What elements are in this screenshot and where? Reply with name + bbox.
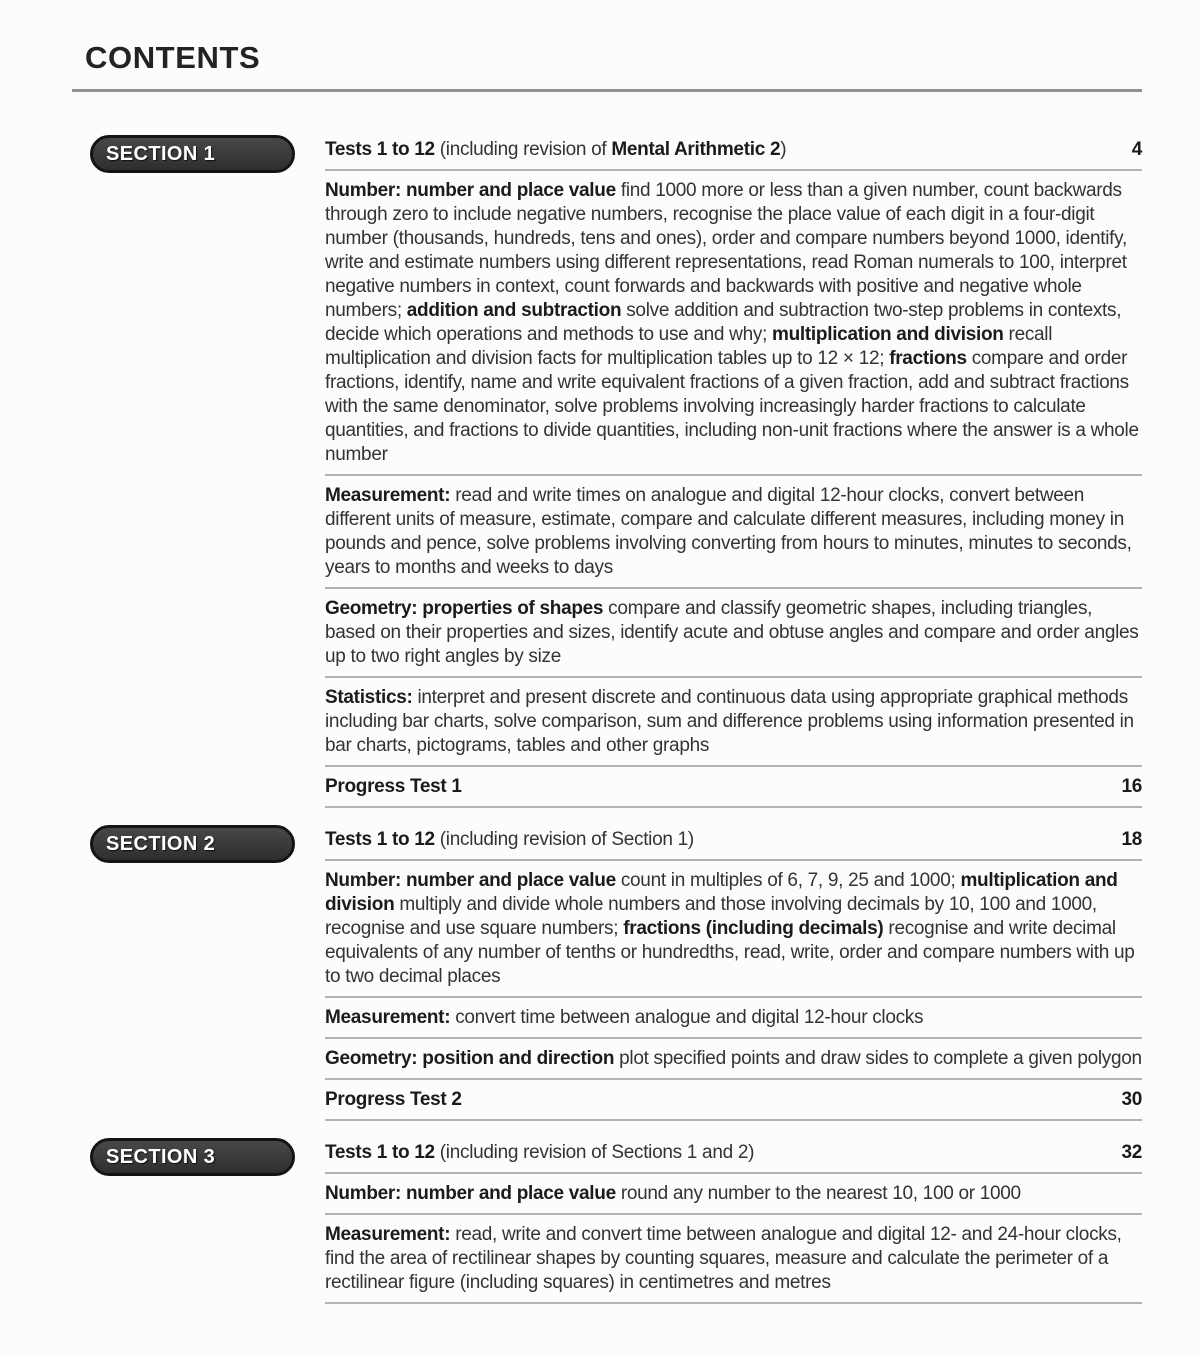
page-number: 30 bbox=[1121, 1089, 1142, 1110]
entry-text: Number: number and place value round any number to the nearest 10, 100 or 1000 bbox=[325, 1183, 1021, 1204]
section-entries bbox=[325, 138, 1142, 808]
toc-entry-heading bbox=[325, 138, 1142, 171]
section-entries bbox=[325, 1141, 1142, 1304]
toc-entry-paragraph bbox=[325, 171, 1142, 476]
toc-entry-paragraph bbox=[325, 861, 1142, 998]
entry-text: Measurement: read and write times on analogue and digital 12-hour clocks, convert between different units of measure, estimate, compare and calculate different measures, including money in pounds and pence, solve problems involving converting from hours to minutes, minutes to seconds, years to months and weeks to days bbox=[325, 485, 1132, 578]
toc-entry-heading bbox=[325, 1141, 1142, 1174]
entry-text: Number: number and place value find 1000 more or less than a given number, count backwards through zero to include negative numbers, recognise the place value of each digit in a four-digit number (thousands, hundreds, tens and ones), order and compare numbers beyond 1000, identify, write and estimate numbers using different representations, read Roman numerals to 100, interpret negative numbers in context, count forwards and backwards with positive and negative whole numbers; addition and subtraction solve addition and subtraction two-step problems in contexts, decide which operations and methods to use and why; multiplication and division recall multiplication and division facts for multiplication tables up to 12 × 12; fractions compare and order fractions, identify, name and write equivalent fractions of a given fraction, add and subtract fractions with the same denominator, solve problems involving increasingly harder fractions to calculate quantities, and fractions to divide quantities, including non-unit fractions where the answer is a whole number bbox=[325, 180, 1139, 465]
page-number: 4 bbox=[1131, 139, 1142, 160]
toc-section bbox=[72, 138, 1142, 808]
section-badge-column bbox=[72, 138, 325, 173]
toc-section bbox=[72, 1141, 1142, 1304]
entry-text: Progress Test 2 bbox=[325, 1089, 462, 1110]
entry-text: Measurement: convert time between analogue and digital 12-hour clocks bbox=[325, 1007, 924, 1028]
entry-text: Tests 1 to 12 (including revision of Sections 1 and 2) bbox=[325, 1142, 755, 1163]
section-entries bbox=[325, 828, 1142, 1121]
entry-text: Statistics: interpret and present discrete and continuous data using appropriate graphical methods including bar charts, solve comparison, sum and difference problems using information presented in bar charts, pictograms, tables and other graphs bbox=[325, 687, 1134, 756]
toc-section bbox=[72, 828, 1142, 1121]
toc-entry-paragraph bbox=[325, 476, 1142, 589]
section-badge-column bbox=[72, 828, 325, 863]
entry-text: Tests 1 to 12 (including revision of Section 1) bbox=[325, 829, 694, 850]
contents-page bbox=[72, 0, 1142, 1304]
entry-text: Geometry: properties of shapes compare and classify geometric shapes, including triangles, based on their properties and sizes, identify acute and obtuse angles and compare and order angles up to two right angles by size bbox=[325, 598, 1139, 667]
section-badge: SECTION 1 bbox=[90, 135, 295, 173]
entry-text: Measurement: read, write and convert time between analogue and digital 12- and 24-hour clocks, find the area of rectilinear shapes by counting squares, measure and calculate the perimeter of a rectilinear figure (including squares) in centimetres and metres bbox=[325, 1224, 1122, 1293]
toc-entry-heading bbox=[325, 1080, 1142, 1121]
toc-entry-paragraph bbox=[325, 1174, 1142, 1215]
toc-entry-paragraph bbox=[325, 1039, 1142, 1080]
section-badge-column bbox=[72, 1141, 325, 1176]
toc-entry-paragraph bbox=[325, 998, 1142, 1039]
toc-entry-paragraph bbox=[325, 1215, 1142, 1304]
toc-entry-heading bbox=[325, 828, 1142, 861]
page-number: 18 bbox=[1121, 829, 1142, 850]
toc-entry-paragraph bbox=[325, 589, 1142, 678]
page-title: CONTENTS bbox=[85, 40, 261, 75]
entry-text: Number: number and place value count in multiples of 6, 7, 9, 25 and 1000; multiplication and division multiply and divide whole numbers and those involving decimals by 10, 100 and 1000, recognise and use square numbers; fractions (including decimals) recognise and write decimal equivalents of any number of tenths or hundredths, read, write, order and compare numbers with up to two decimal places bbox=[325, 870, 1135, 987]
page-number: 16 bbox=[1121, 776, 1142, 797]
sections bbox=[72, 138, 1142, 1304]
page-number: 32 bbox=[1121, 1142, 1142, 1163]
title-divider bbox=[72, 89, 1142, 92]
entry-text: Geometry: position and direction plot specified points and draw sides to complete a given polygon bbox=[325, 1048, 1142, 1069]
entry-text: Tests 1 to 12 (including revision of Mental Arithmetic 2) bbox=[325, 139, 787, 160]
toc-entry-paragraph bbox=[325, 678, 1142, 767]
section-badge: SECTION 3 bbox=[90, 1138, 295, 1176]
entry-text: Progress Test 1 bbox=[325, 776, 462, 797]
section-badge: SECTION 2 bbox=[90, 825, 295, 863]
toc-entry-heading bbox=[325, 767, 1142, 808]
